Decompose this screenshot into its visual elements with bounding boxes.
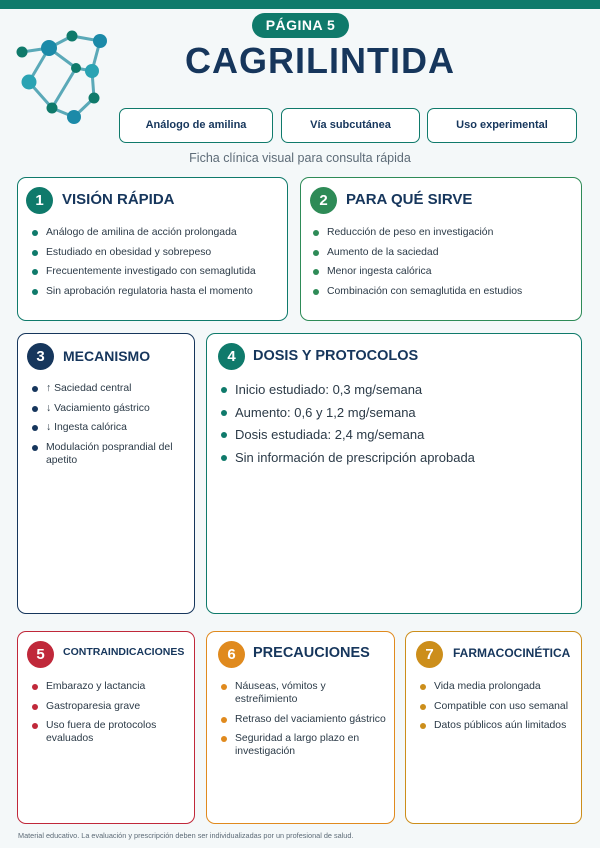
section-title: PRECAUCIONES xyxy=(253,645,370,661)
card-vision-rapida xyxy=(17,177,288,321)
section-title: MECANISMO xyxy=(63,348,151,364)
page-title: CAGRILINTIDA xyxy=(185,40,455,81)
list-item: ↓ Vaciamiento gástrico xyxy=(32,402,188,415)
section-list xyxy=(221,382,571,472)
list-item: Combinación con semaglutida en estudios xyxy=(313,285,573,298)
tag-drug-class: Análogo de amilina xyxy=(119,108,273,143)
section-number-badge: 2 xyxy=(310,187,337,214)
section-list xyxy=(313,226,573,304)
list-item: Frecuentemente investigado con semaglutida xyxy=(32,265,282,278)
section-title: PARA QUÉ SIRVE xyxy=(346,191,473,208)
list-item: Reducción de peso en investigación xyxy=(313,226,573,239)
list-item: ↑ Saciedad central xyxy=(32,382,188,395)
card-dosis-protocolos xyxy=(206,333,582,614)
section-list xyxy=(32,680,188,752)
list-item: Gastroparesia grave xyxy=(32,700,188,713)
list-item: Seguridad a largo plazo en investigación xyxy=(221,732,389,758)
card-farmacocinetica xyxy=(405,631,582,824)
top-accent-bar xyxy=(0,0,600,9)
list-item: Análogo de amilina de acción prolongada xyxy=(32,226,282,239)
list-item: Aumento: 0,6 y 1,2 mg/semana xyxy=(221,405,571,421)
list-item: Sin información de prescripción aprobada xyxy=(221,450,571,466)
list-item: Compatible con uso semanal xyxy=(420,700,576,713)
list-item: Náuseas, vómitos y estreñimiento xyxy=(221,680,389,706)
list-item: Embarazo y lactancia xyxy=(32,680,188,693)
section-title: DOSIS Y PROTOCOLOS xyxy=(253,348,419,364)
section-number-badge: 6 xyxy=(218,641,245,668)
subtitle: Ficha clínica visual para consulta rápida xyxy=(189,151,411,165)
list-item: Datos públicos aún limitados xyxy=(420,719,576,732)
list-item: Aumento de la saciedad xyxy=(313,246,573,259)
list-item: Inicio estudiado: 0,3 mg/semana xyxy=(221,382,571,398)
section-list xyxy=(32,226,282,304)
list-item: Modulación posprandial del apetito xyxy=(32,441,188,467)
list-item: Estudiado en obesidad y sobrepeso xyxy=(32,246,282,259)
tag-route: Vía subcutánea xyxy=(281,108,420,143)
list-item: Vida media prolongada xyxy=(420,680,576,693)
card-precauciones xyxy=(206,631,395,824)
section-number-badge: 4 xyxy=(218,343,245,370)
card-para-que-sirve xyxy=(300,177,582,321)
list-item: Uso fuera de protocolos evaluados xyxy=(32,719,188,745)
list-item: Retraso del vaciamiento gástrico xyxy=(221,713,389,726)
section-title: VISIÓN RÁPIDA xyxy=(62,191,175,208)
tag-status: Uso experimental xyxy=(427,108,577,143)
page-number-badge: PÁGINA 5 xyxy=(252,13,349,38)
footer-disclaimer: Material educativo. La evaluación y prescripción deben ser individualizadas por un profesional de salud. xyxy=(18,831,354,840)
list-item: Sin aprobación regulatoria hasta el momento xyxy=(32,285,282,298)
card-mecanismo xyxy=(17,333,195,614)
list-item: Dosis estudiada: 2,4 mg/semana xyxy=(221,427,571,443)
section-number-badge: 5 xyxy=(27,641,54,668)
card-contraindicaciones xyxy=(17,631,195,824)
section-number-badge: 7 xyxy=(416,641,443,668)
list-item: Menor ingesta calórica xyxy=(313,265,573,278)
list-item: ↓ Ingesta calórica xyxy=(32,421,188,434)
section-title: CONTRAINDICACIONES xyxy=(63,646,185,658)
section-list xyxy=(221,680,389,765)
section-number-badge: 1 xyxy=(26,187,53,214)
section-title: FARMACOCINÉTICA xyxy=(453,646,571,660)
molecule-logo-icon xyxy=(14,28,114,128)
section-list xyxy=(32,382,188,473)
section-list xyxy=(420,680,576,739)
section-number-badge: 3 xyxy=(27,343,54,370)
